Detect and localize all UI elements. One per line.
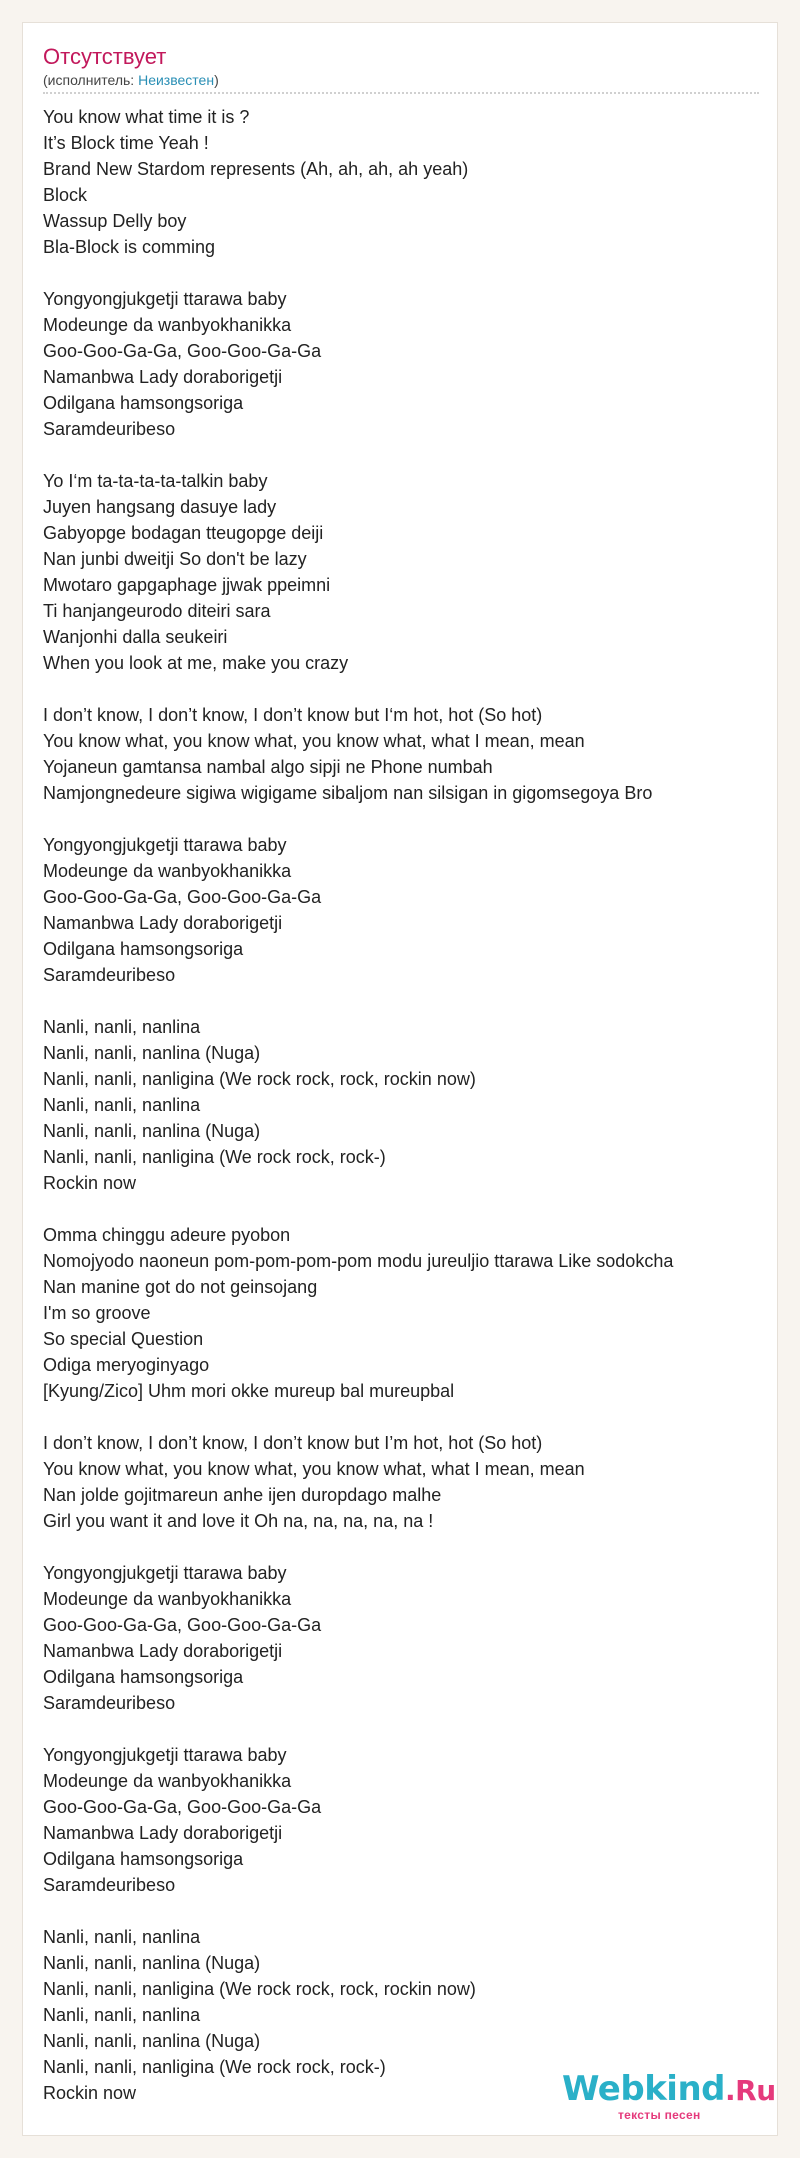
lyric-line: I'm so groove bbox=[43, 1303, 151, 1323]
lyric-line: Nanli, nanli, nanligina (We rock rock, rock, rockin now) bbox=[43, 1069, 476, 1089]
lyric-line: Nan jolde gojitmareun anhe ijen duropdago malhe bbox=[43, 1485, 442, 1505]
logo-brand: Webkind bbox=[562, 2069, 725, 2109]
lyric-line: Wassup Delly boy bbox=[43, 211, 187, 231]
lyric-line: Rockin now bbox=[43, 1173, 137, 1193]
stanza-break bbox=[43, 1196, 759, 1222]
lyric-line: Odilgana hamsongsoriga bbox=[43, 1849, 244, 1869]
lyric-line: Nan manine got do not geinsojang bbox=[43, 1277, 318, 1297]
lyric-line: Omma chinggu adeure pyobon bbox=[43, 1225, 291, 1245]
song-header bbox=[43, 43, 759, 89]
lyric-line: Ti hanjangeurodo diteiri sara bbox=[43, 601, 271, 621]
lyric-line: Yongyongjukgetji ttarawa baby bbox=[43, 1563, 287, 1583]
lyric-line: Yongyongjukgetji ttarawa baby bbox=[43, 835, 287, 855]
stanza-break bbox=[43, 442, 759, 468]
artist-link[interactable]: Неизвестен bbox=[138, 72, 215, 88]
lyric-line: Goo-Goo-Ga-Ga, Goo-Goo-Ga-Ga bbox=[43, 1797, 322, 1817]
logo-tagline: тексты песен bbox=[618, 2108, 701, 2122]
lyric-line: Goo-Goo-Ga-Ga, Goo-Goo-Ga-Ga bbox=[43, 341, 322, 361]
lyric-line: Namjongnedeure sigiwa wigigame sibaljom nan silsigan in gigomsegoya Bro bbox=[43, 783, 653, 803]
lyric-line: Juyen hangsang dasuye lady bbox=[43, 497, 277, 517]
lyric-line: Namanbwa Lady doraborigetji bbox=[43, 1823, 283, 1843]
lyric-line: Goo-Goo-Ga-Ga, Goo-Goo-Ga-Ga bbox=[43, 887, 322, 907]
lyric-line: Yongyongjukgetji ttarawa baby bbox=[43, 289, 287, 309]
site-logo[interactable] bbox=[562, 2069, 776, 2126]
lyric-line: Nanli, nanli, nanligina (We rock rock, rock-) bbox=[43, 2057, 386, 2077]
stanza-break bbox=[43, 988, 759, 1014]
lyric-line: Brand New Stardom represents (Ah, ah, ah, ah yeah) bbox=[43, 159, 469, 179]
lyric-line: Nanli, nanli, nanlina bbox=[43, 1927, 201, 1947]
lyric-line: Odilgana hamsongsoriga bbox=[43, 393, 244, 413]
lyric-line: Girl you want it and love it Oh na, na, na, na, na ! bbox=[43, 1511, 434, 1531]
lyric-line: Mwotaro gapgaphage jjwak ppeimni bbox=[43, 575, 331, 595]
lyric-line: Odiga meryoginyago bbox=[43, 1355, 210, 1375]
lyric-line: Goo-Goo-Ga-Ga, Goo-Goo-Ga-Ga bbox=[43, 1615, 322, 1635]
lyric-line: Nanli, nanli, nanlina (Nuga) bbox=[43, 2031, 261, 2051]
lyric-line: Nan junbi dweitji So don't be lazy bbox=[43, 549, 307, 569]
lyric-line: [Kyung/Zico] Uhm mori okke mureup bal mureupbal bbox=[43, 1381, 455, 1401]
song-title: Отсутствует bbox=[43, 44, 167, 69]
lyric-line: Namanbwa Lady doraborigetji bbox=[43, 1641, 283, 1661]
lyric-line: Gabyopge bodagan tteugopge deiji bbox=[43, 523, 324, 543]
lyric-line: Rockin now bbox=[43, 2083, 137, 2103]
lyric-line: Odilgana hamsongsoriga bbox=[43, 1667, 244, 1687]
lyrics-body bbox=[43, 104, 759, 2106]
stanza-break bbox=[43, 1716, 759, 1742]
lyric-line: You know what, you know what, you know what, what I mean, mean bbox=[43, 1459, 585, 1479]
stanza-break bbox=[43, 1534, 759, 1560]
lyric-line: Nanli, nanli, nanlina (Nuga) bbox=[43, 1953, 261, 1973]
lyric-line: You know what time it is ? bbox=[43, 107, 250, 127]
lyric-line: Yo I‘m ta-ta-ta-ta-talkin baby bbox=[43, 471, 268, 491]
logo-tld: .Ru bbox=[725, 2074, 776, 2107]
stanza-break bbox=[43, 1898, 759, 1924]
lyric-line: Saramdeuribeso bbox=[43, 965, 176, 985]
lyric-line: Modeunge da wanbyokhanikka bbox=[43, 861, 292, 881]
lyric-line: Nanli, nanli, nanligina (We rock rock, rock-) bbox=[43, 1147, 386, 1167]
lyric-line: Wanjonhi dalla seukeiri bbox=[43, 627, 228, 647]
lyric-line: Saramdeuribeso bbox=[43, 1693, 176, 1713]
lyric-line: Modeunge da wanbyokhanikka bbox=[43, 1771, 292, 1791]
lyric-line: Saramdeuribeso bbox=[43, 1875, 176, 1895]
lyric-line: It’s Block time Yeah ! bbox=[43, 133, 209, 153]
lyric-line: Nanli, nanli, nanlina bbox=[43, 1017, 201, 1037]
lyric-line: Modeunge da wanbyokhanikka bbox=[43, 1589, 292, 1609]
lyric-line: So special Question bbox=[43, 1329, 204, 1349]
lyric-line: Nanli, nanli, nanlina (Nuga) bbox=[43, 1121, 261, 1141]
lyric-line: Odilgana hamsongsoriga bbox=[43, 939, 244, 959]
lyric-line: I don’t know, I don’t know, I don’t know but I‘m hot, hot (So hot) bbox=[43, 705, 543, 725]
stanza-break bbox=[43, 806, 759, 832]
lyric-line: Yojaneun gamtansa nambal algo sipji ne Phone numbah bbox=[43, 757, 493, 777]
lyric-line: I don’t know, I don’t know, I don’t know but I’m hot, hot (So hot) bbox=[43, 1433, 543, 1453]
stanza-break bbox=[43, 676, 759, 702]
lyric-line: Nanli, nanli, nanlina bbox=[43, 1095, 201, 1115]
stanza-break bbox=[43, 260, 759, 286]
lyric-line: You know what, you know what, you know what, what I mean, mean bbox=[43, 731, 585, 751]
lyrics-card bbox=[22, 22, 778, 2136]
logo-wordmark bbox=[562, 2069, 776, 2110]
lyric-line: When you look at me, make you crazy bbox=[43, 653, 349, 673]
stanza-break bbox=[43, 1404, 759, 1430]
lyric-line: Block bbox=[43, 185, 88, 205]
lyric-line: Yongyongjukgetji ttarawa baby bbox=[43, 1745, 287, 1765]
artist-suffix: ) bbox=[214, 72, 219, 88]
lyric-line: Nomojyodo naoneun pom-pom-pom-pom modu jureuljio ttarawa Like sodokcha bbox=[43, 1251, 674, 1271]
lyric-line: Namanbwa Lady doraborigetji bbox=[43, 913, 283, 933]
header-divider bbox=[43, 92, 759, 94]
lyric-line: Saramdeuribeso bbox=[43, 419, 176, 439]
lyric-line: Namanbwa Lady doraborigetji bbox=[43, 367, 283, 387]
artist-prefix: (исполнитель: bbox=[43, 72, 139, 88]
lyric-line: Modeunge da wanbyokhanikka bbox=[43, 315, 292, 335]
lyric-line: Nanli, nanli, nanlina bbox=[43, 2005, 201, 2025]
lyric-line: Nanli, nanli, nanligina (We rock rock, rock, rockin now) bbox=[43, 1979, 476, 1999]
lyric-line: Nanli, nanli, nanlina (Nuga) bbox=[43, 1043, 261, 1063]
lyric-line: Bla-Block is comming bbox=[43, 237, 216, 257]
artist-line bbox=[43, 71, 759, 89]
